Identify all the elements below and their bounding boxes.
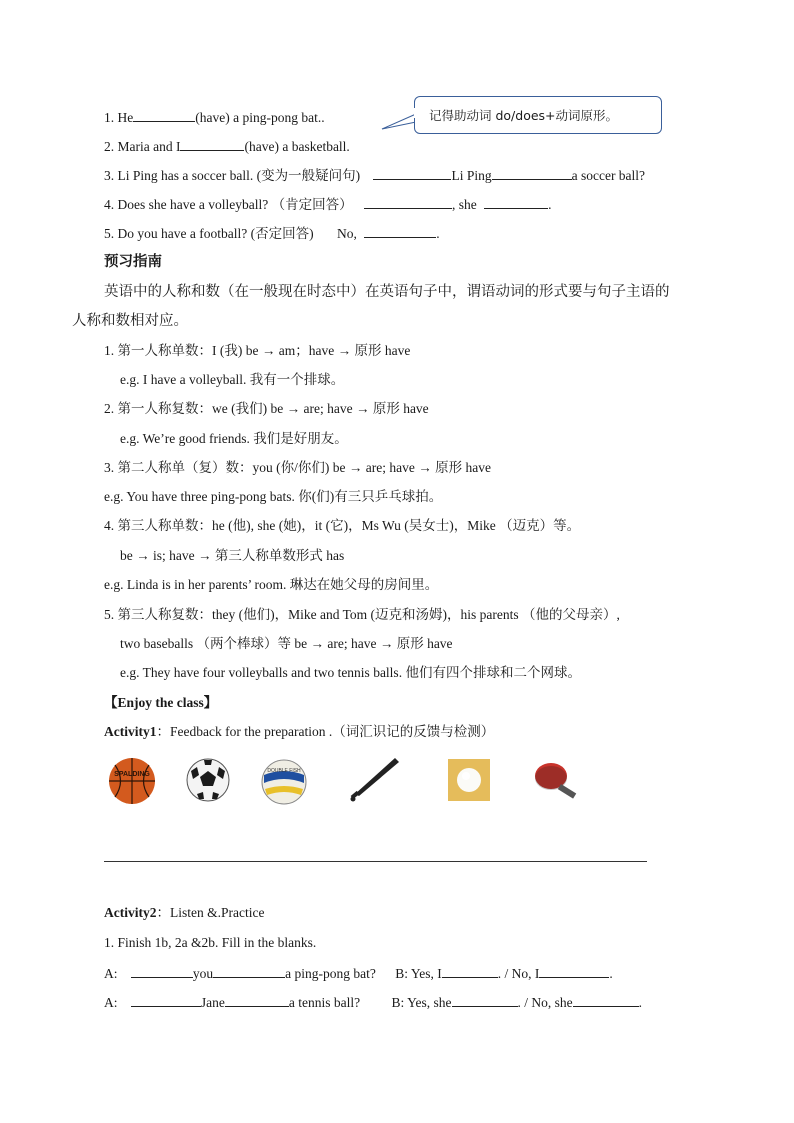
svg-text:DOUBLE FISH: DOUBLE FISH xyxy=(267,768,301,774)
guide-title: 预习指南 xyxy=(104,254,162,270)
exercise-4-suffix: . xyxy=(548,197,552,212)
guide-point-5: 5. 第三人称复数：they (他们)，Mike and Tom (迈克和汤姆)，his parents （他的父母亲）, xyxy=(104,607,620,622)
answer-blank[interactable] xyxy=(213,964,285,978)
answer-blank[interactable] xyxy=(492,166,572,180)
dialogue-1-end: . xyxy=(609,966,613,981)
activity-2-label: Activity2 xyxy=(104,905,157,920)
activity-2 xyxy=(104,904,264,922)
guide-example-5: e.g. They have four volleyballs and two tennis balls. 他们有四个排球和二个网球。 xyxy=(120,665,581,680)
dialogue-1-question: a ping-pong bat? xyxy=(285,966,376,981)
answer-blank[interactable] xyxy=(133,108,195,122)
enjoy-title: 【Enjoy the class】 xyxy=(104,695,218,710)
answer-blank[interactable] xyxy=(573,993,639,1007)
answer-blank[interactable] xyxy=(452,993,518,1007)
answer-blank[interactable] xyxy=(442,964,498,978)
dialogue-speaker-a: A: xyxy=(104,995,118,1010)
guide-point-1: 1. 第一人称单数：I (我) be → am；have → 原形 have xyxy=(104,343,411,358)
dialogue-1-answer-yes: B: Yes, I xyxy=(395,966,442,981)
dialogue-2-end: . xyxy=(638,995,643,1010)
answer-blank[interactable] xyxy=(364,195,452,209)
exercise-1-prefix: 1. He xyxy=(104,110,134,125)
exercise-3-prefix: 3. Li Ping has a soccer ball. (变为一般疑问句) xyxy=(104,168,361,183)
exercise-5-mid: No, xyxy=(336,226,357,241)
answer-blank[interactable] xyxy=(225,993,289,1007)
guide-example-1: e.g. I have a volleyball. 我有一个排球。 xyxy=(120,372,345,387)
guide-intro-2: 人称和数相对应。 xyxy=(72,313,188,329)
answer-blank[interactable] xyxy=(131,964,193,978)
exercise-2 xyxy=(104,137,350,156)
task-1: 1. Finish 1b, 2a &2b. Fill in the blanks. xyxy=(104,935,317,950)
activity-1 xyxy=(104,723,494,741)
guide-example-2: e.g. We’re good friends. 我们是好朋友。 xyxy=(120,431,348,446)
exercise-2-suffix: (have) a basketball. xyxy=(244,139,350,154)
callout-pointer-mask xyxy=(414,108,416,118)
exercise-1 xyxy=(104,108,325,127)
exercise-1-suffix: (have) a ping-pong bat.. xyxy=(195,110,325,125)
answer-blank[interactable] xyxy=(373,166,451,180)
guide-example-4: e.g. Linda is in her parents’ room. 琳达在她父母的房间里。 xyxy=(104,577,439,592)
activity-1-label: Activity1 xyxy=(104,724,157,739)
guide-example-3: e.g. You have three ping-pong bats. 你(们)有三只乒乓球拍。 xyxy=(104,489,443,504)
answer-line[interactable] xyxy=(104,861,647,862)
guide-point-2: 2. 第一人称复数：we (我们) be → are; have → 原形 have xyxy=(104,401,429,416)
dialogue-speaker-a: A: xyxy=(104,966,118,981)
dialogue-2-jane: Jane xyxy=(200,995,225,1010)
basketball-icon xyxy=(106,756,158,806)
dialogue-1-you: you xyxy=(192,966,214,981)
exercise-5 xyxy=(104,224,440,243)
answer-blank[interactable] xyxy=(180,137,244,151)
exercise-4-prefix: 4. Does she have a volleyball? （肯定回答） xyxy=(104,197,353,212)
activity-1-text: ：Feedback for the preparation .（词汇识记的反馈与检测） xyxy=(156,724,495,739)
dialogue-2-question: a tennis ball? xyxy=(288,995,361,1010)
exercise-4-mid: , she xyxy=(451,197,477,212)
ping-pong-ball-icon xyxy=(448,759,490,801)
exercise-3 xyxy=(104,166,645,185)
soccer-ball-icon xyxy=(185,757,231,803)
answer-blank[interactable] xyxy=(539,964,609,978)
exercise-3-suffix: a soccer ball? xyxy=(571,168,646,183)
guide-point-4-rule: be → is; have → 第三人称单数形式 has xyxy=(120,548,345,563)
callout-note: 记得助动词 do/does+动词原形。 xyxy=(414,96,662,134)
svg-text:SPALDING: SPALDING xyxy=(114,771,150,778)
answer-blank[interactable] xyxy=(364,224,436,238)
answer-blank[interactable] xyxy=(131,993,201,1007)
baseball-bat-icon xyxy=(345,754,401,804)
dialogue-1 xyxy=(104,964,613,983)
exercise-4 xyxy=(104,195,551,214)
dialogue-2-answer-yes: B: Yes, she xyxy=(391,995,452,1010)
dialogue-2-answer-no: . / No, she xyxy=(517,995,573,1010)
guide-intro-1: 英语中的人称和数（在一般现在时态中）在英语句子中，谓语动词的形式要与句子主语的 xyxy=(104,284,670,300)
ping-pong-bat-icon xyxy=(533,760,583,802)
exercise-2-prefix: 2. Maria and I xyxy=(104,139,181,154)
guide-point-4: 4. 第三人称单数：he (他), she (她)，it (它)，Ms Wu (吴女士)，Mike （迈克）等。 xyxy=(104,518,581,533)
guide-point-3: 3. 第二人称单（复）数：you (你/你们) be → are; have → 原形 have xyxy=(104,460,491,475)
activity-2-text: ：Listen &.Practice xyxy=(156,905,265,920)
exercise-3-mid: Li Ping xyxy=(451,168,492,183)
volleyball-icon xyxy=(259,757,309,807)
exercise-5-suffix: . xyxy=(436,226,440,241)
exercise-5-prefix: 5. Do you have a football? (否定回答) xyxy=(104,226,314,241)
answer-blank[interactable] xyxy=(484,195,548,209)
dialogue-1-answer-no: . / No, I xyxy=(497,966,540,981)
dialogue-2 xyxy=(104,993,642,1012)
guide-point-5-rule: two baseballs （两个棒球）等 be → are; have → 原形 have xyxy=(120,636,453,651)
